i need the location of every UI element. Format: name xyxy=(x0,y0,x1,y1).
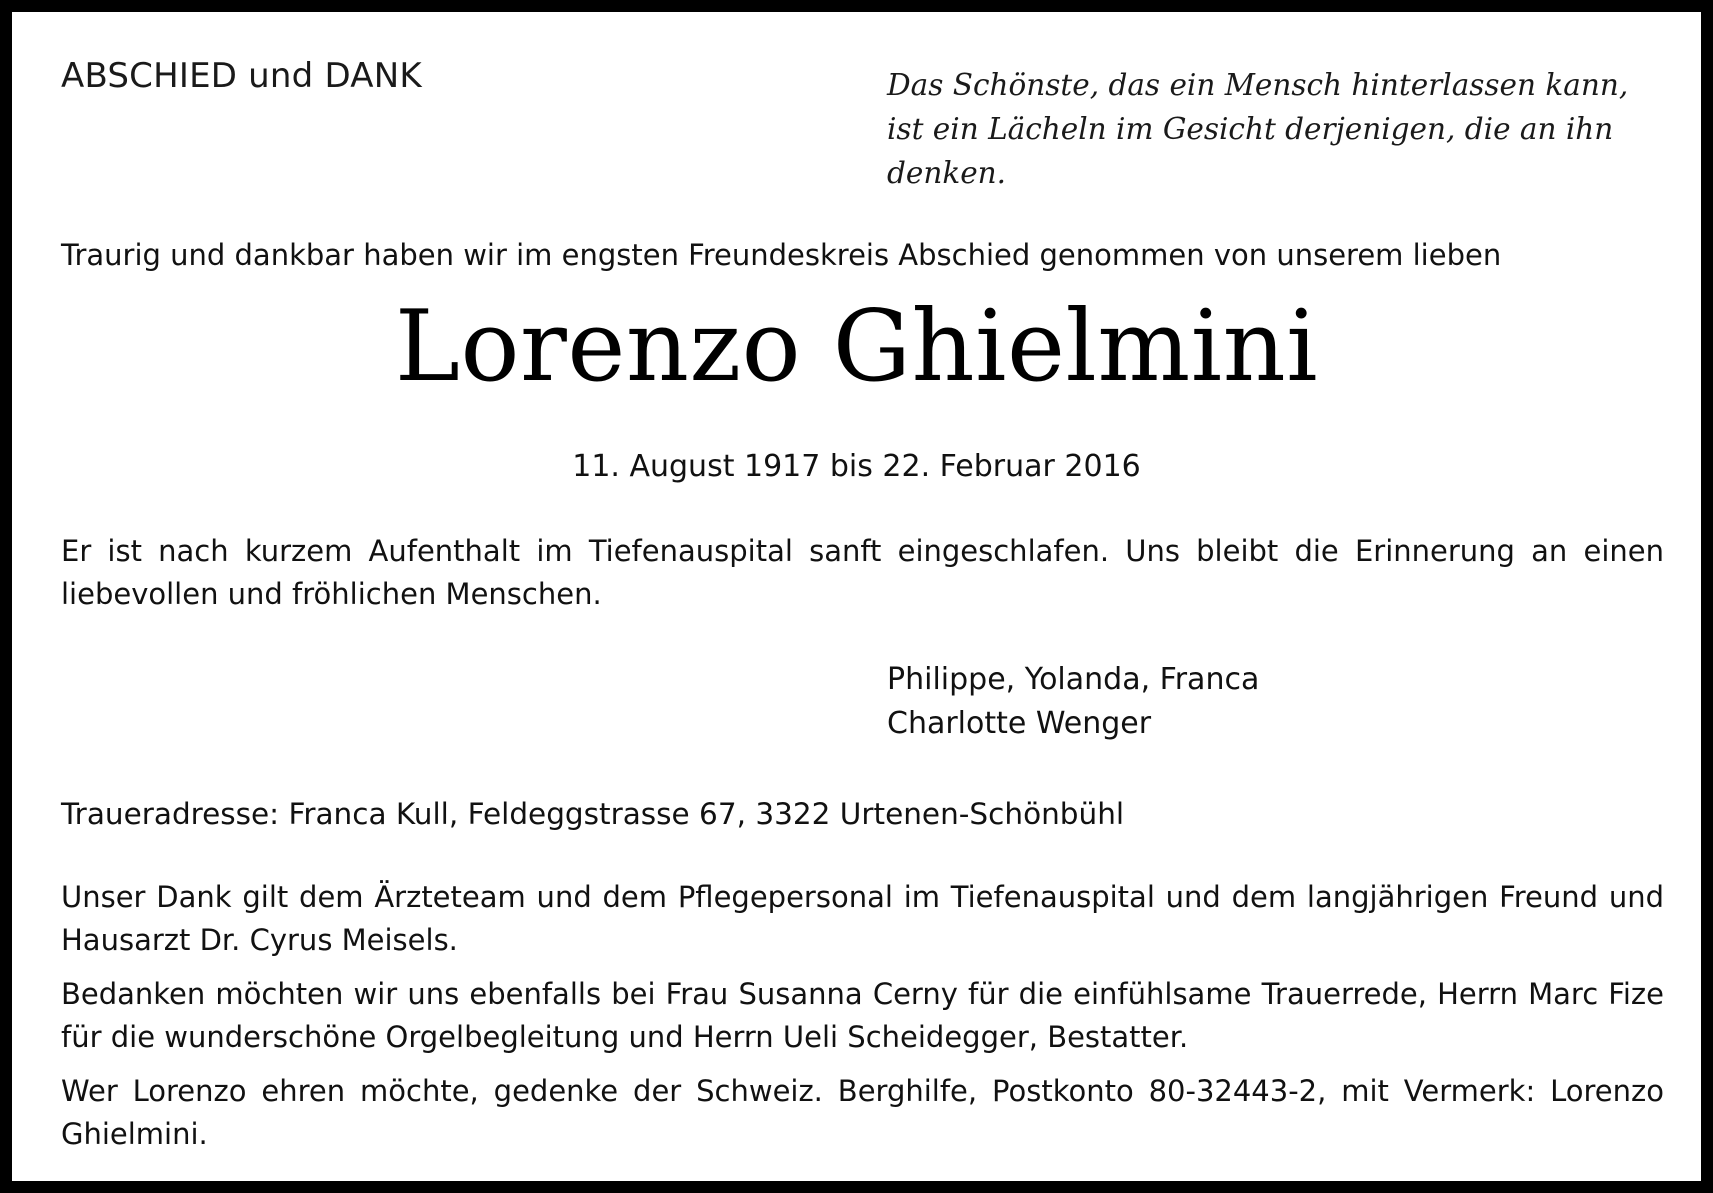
life-dates: 11. August 1917 bis 22. Februar 2016 xyxy=(572,449,1141,484)
thanks-paragraph: Bedanken möchten wir uns ebenfalls bei Frau Susanna Cerny für die einfühlsame Trauerrede, Herrn Marc Fize für die wunderschöne Orgelbegleitung und Herrn Ueli Scheidegger, Bestatter. xyxy=(61,977,1664,1054)
message-paragraph: Er ist nach kurzem Aufenthalt im Tiefenauspital sanft eingeschlafen. Uns bleibt die Erinnerung an einen liebevollen und fröhlichen Menschen. xyxy=(61,534,1664,611)
donation-paragraph: Wer Lorenzo ehren möchte, gedenke der Schweiz. Berghilfe, Postkonto 80-32443-2, mit Vermerk: Lorenzo Ghielmini. xyxy=(61,1074,1664,1151)
intro-text: Traurig und dankbar haben wir im engsten Freundeskreis Abschied genommen von unserem lieben xyxy=(61,238,1502,272)
notice-heading: ABSCHIED und DANK xyxy=(61,56,422,96)
signers-block xyxy=(887,658,1259,746)
mourning-address: Traueradresse: Franca Kull, Feldeggstrasse 67, 3322 Urtenen-Schönbühl xyxy=(61,797,1125,831)
memorial-quote: Das Schönste, das ein Mensch hinterlassen kann, ist ein Lächeln im Gesicht derjenigen, die an ihn denken. xyxy=(887,68,1629,190)
signer-line: Charlotte Wenger xyxy=(887,706,1152,741)
thanks-paragraph: Unser Dank gilt dem Ärzteteam und dem Pflegepersonal im Tiefenauspital und dem langjährigen Freund und Hausarzt Dr. Cyrus Meisels. xyxy=(61,880,1664,957)
deceased-name: Lorenzo Ghielmini xyxy=(394,290,1319,404)
signer-line: Philippe, Yolanda, Franca xyxy=(887,662,1260,697)
